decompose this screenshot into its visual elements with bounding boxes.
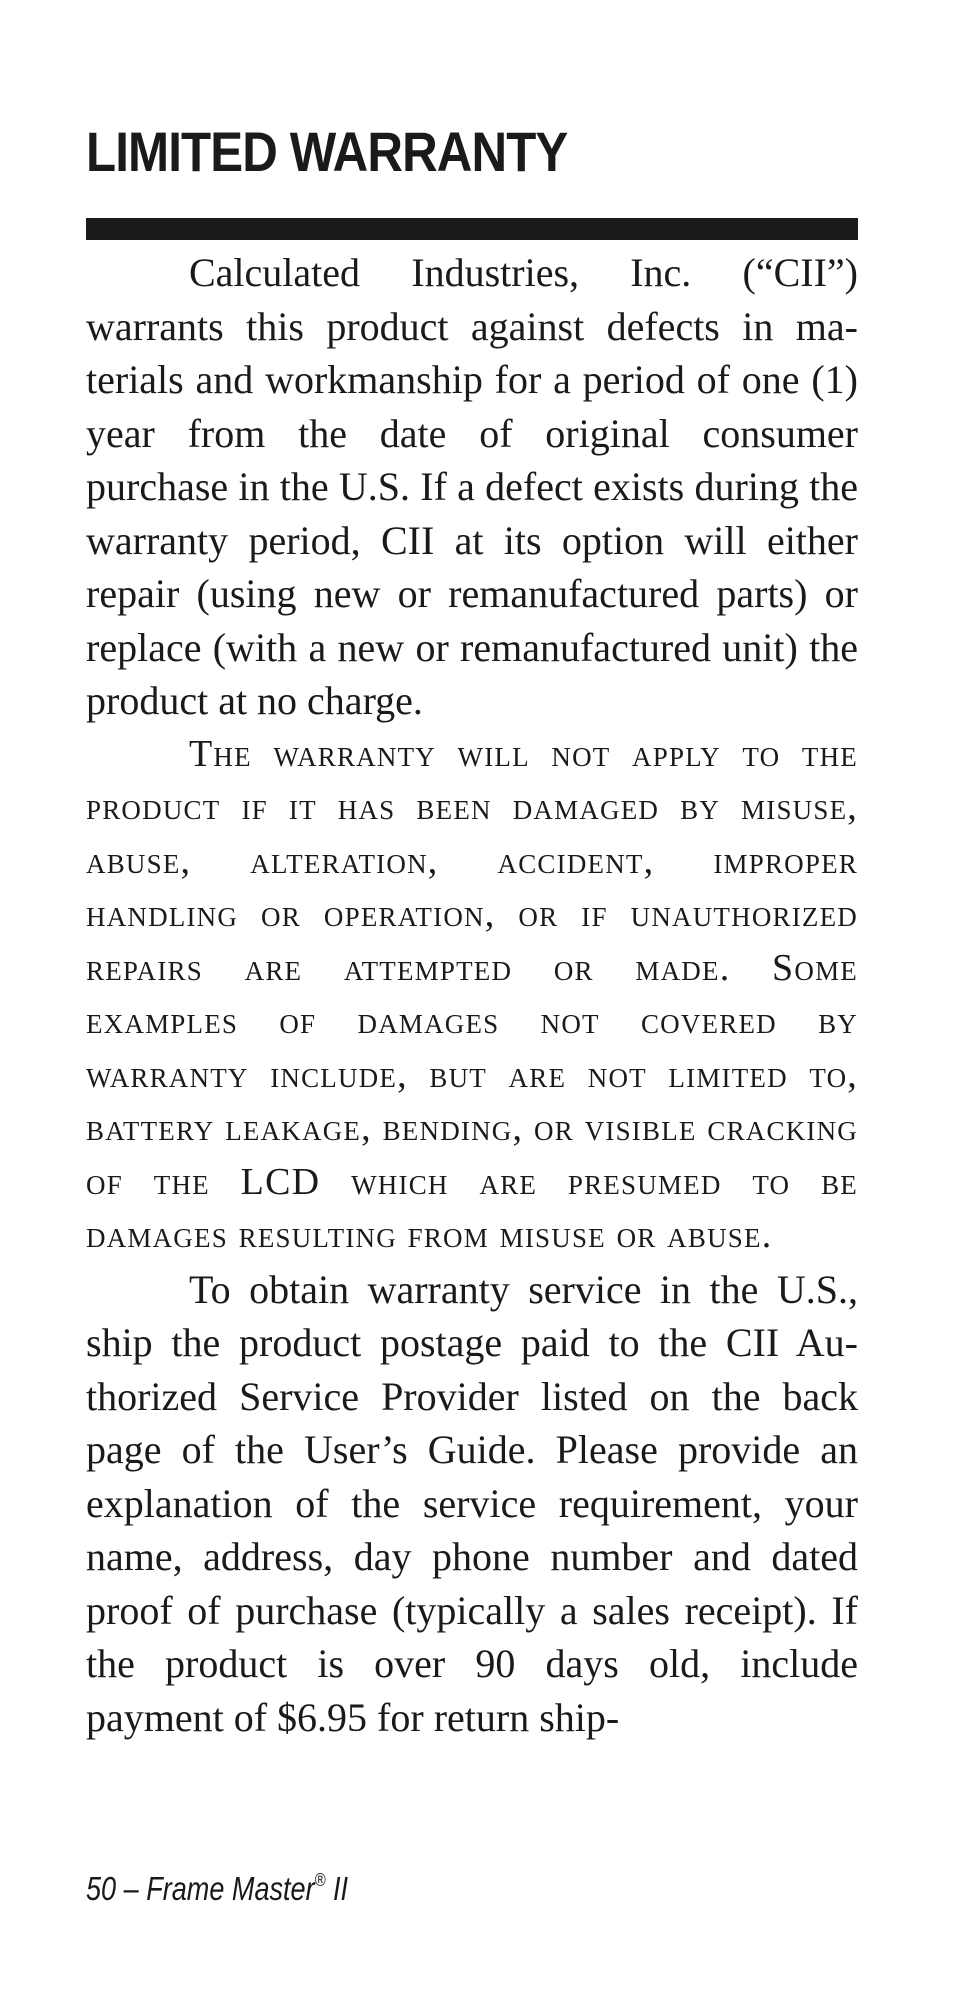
page-footer bbox=[86, 1870, 348, 1908]
warranty-page bbox=[86, 100, 858, 1744]
product-name: Frame Master bbox=[146, 1870, 315, 1907]
product-version: II bbox=[333, 1870, 349, 1907]
registered-mark: ® bbox=[314, 1870, 326, 1890]
warranty-paragraph-intro: Calculated Industries, Inc. (“CII”) warrants this product against defects in materials and workmanship for a period of one (1) year from the date of original consumer purchase in the U.S. If a defect exists during the warranty period, CII at its option will either repair (using new or remanufactured parts) or replace (with a new or remanufactured unit) the product at no charge. bbox=[86, 250, 858, 723]
warranty-paragraph-service: To obtain warranty service in the U.S., ship the product postage paid to the CII Authorized Service Provider listed on the back page of the User’s Guide. Please provide an explanation of the service requirement, your name, address, day phone number and dated proof of purchase (typically a sales receipt). If the product is over 90 days old, include payment of $6.95 for return ship- bbox=[86, 1266, 858, 1740]
heading-rule bbox=[86, 218, 858, 240]
warranty-paragraph-exclusions: The warranty will not apply to the product if it has been damaged by misuse, abuse, alteration, accident, improper handling or operation, or if unauthorized repairs are attempted or made. Some examples of damages not covered by warranty include, but are not limited to, battery leakage, bending, or visible cracking of the LCD which are presumed to be damages resulting from misuse or abuse. bbox=[86, 732, 858, 1256]
page-title: LIMITED WARRANTY bbox=[86, 120, 568, 183]
page-number: 50 bbox=[86, 1870, 117, 1907]
footer-separator: – bbox=[123, 1870, 139, 1907]
